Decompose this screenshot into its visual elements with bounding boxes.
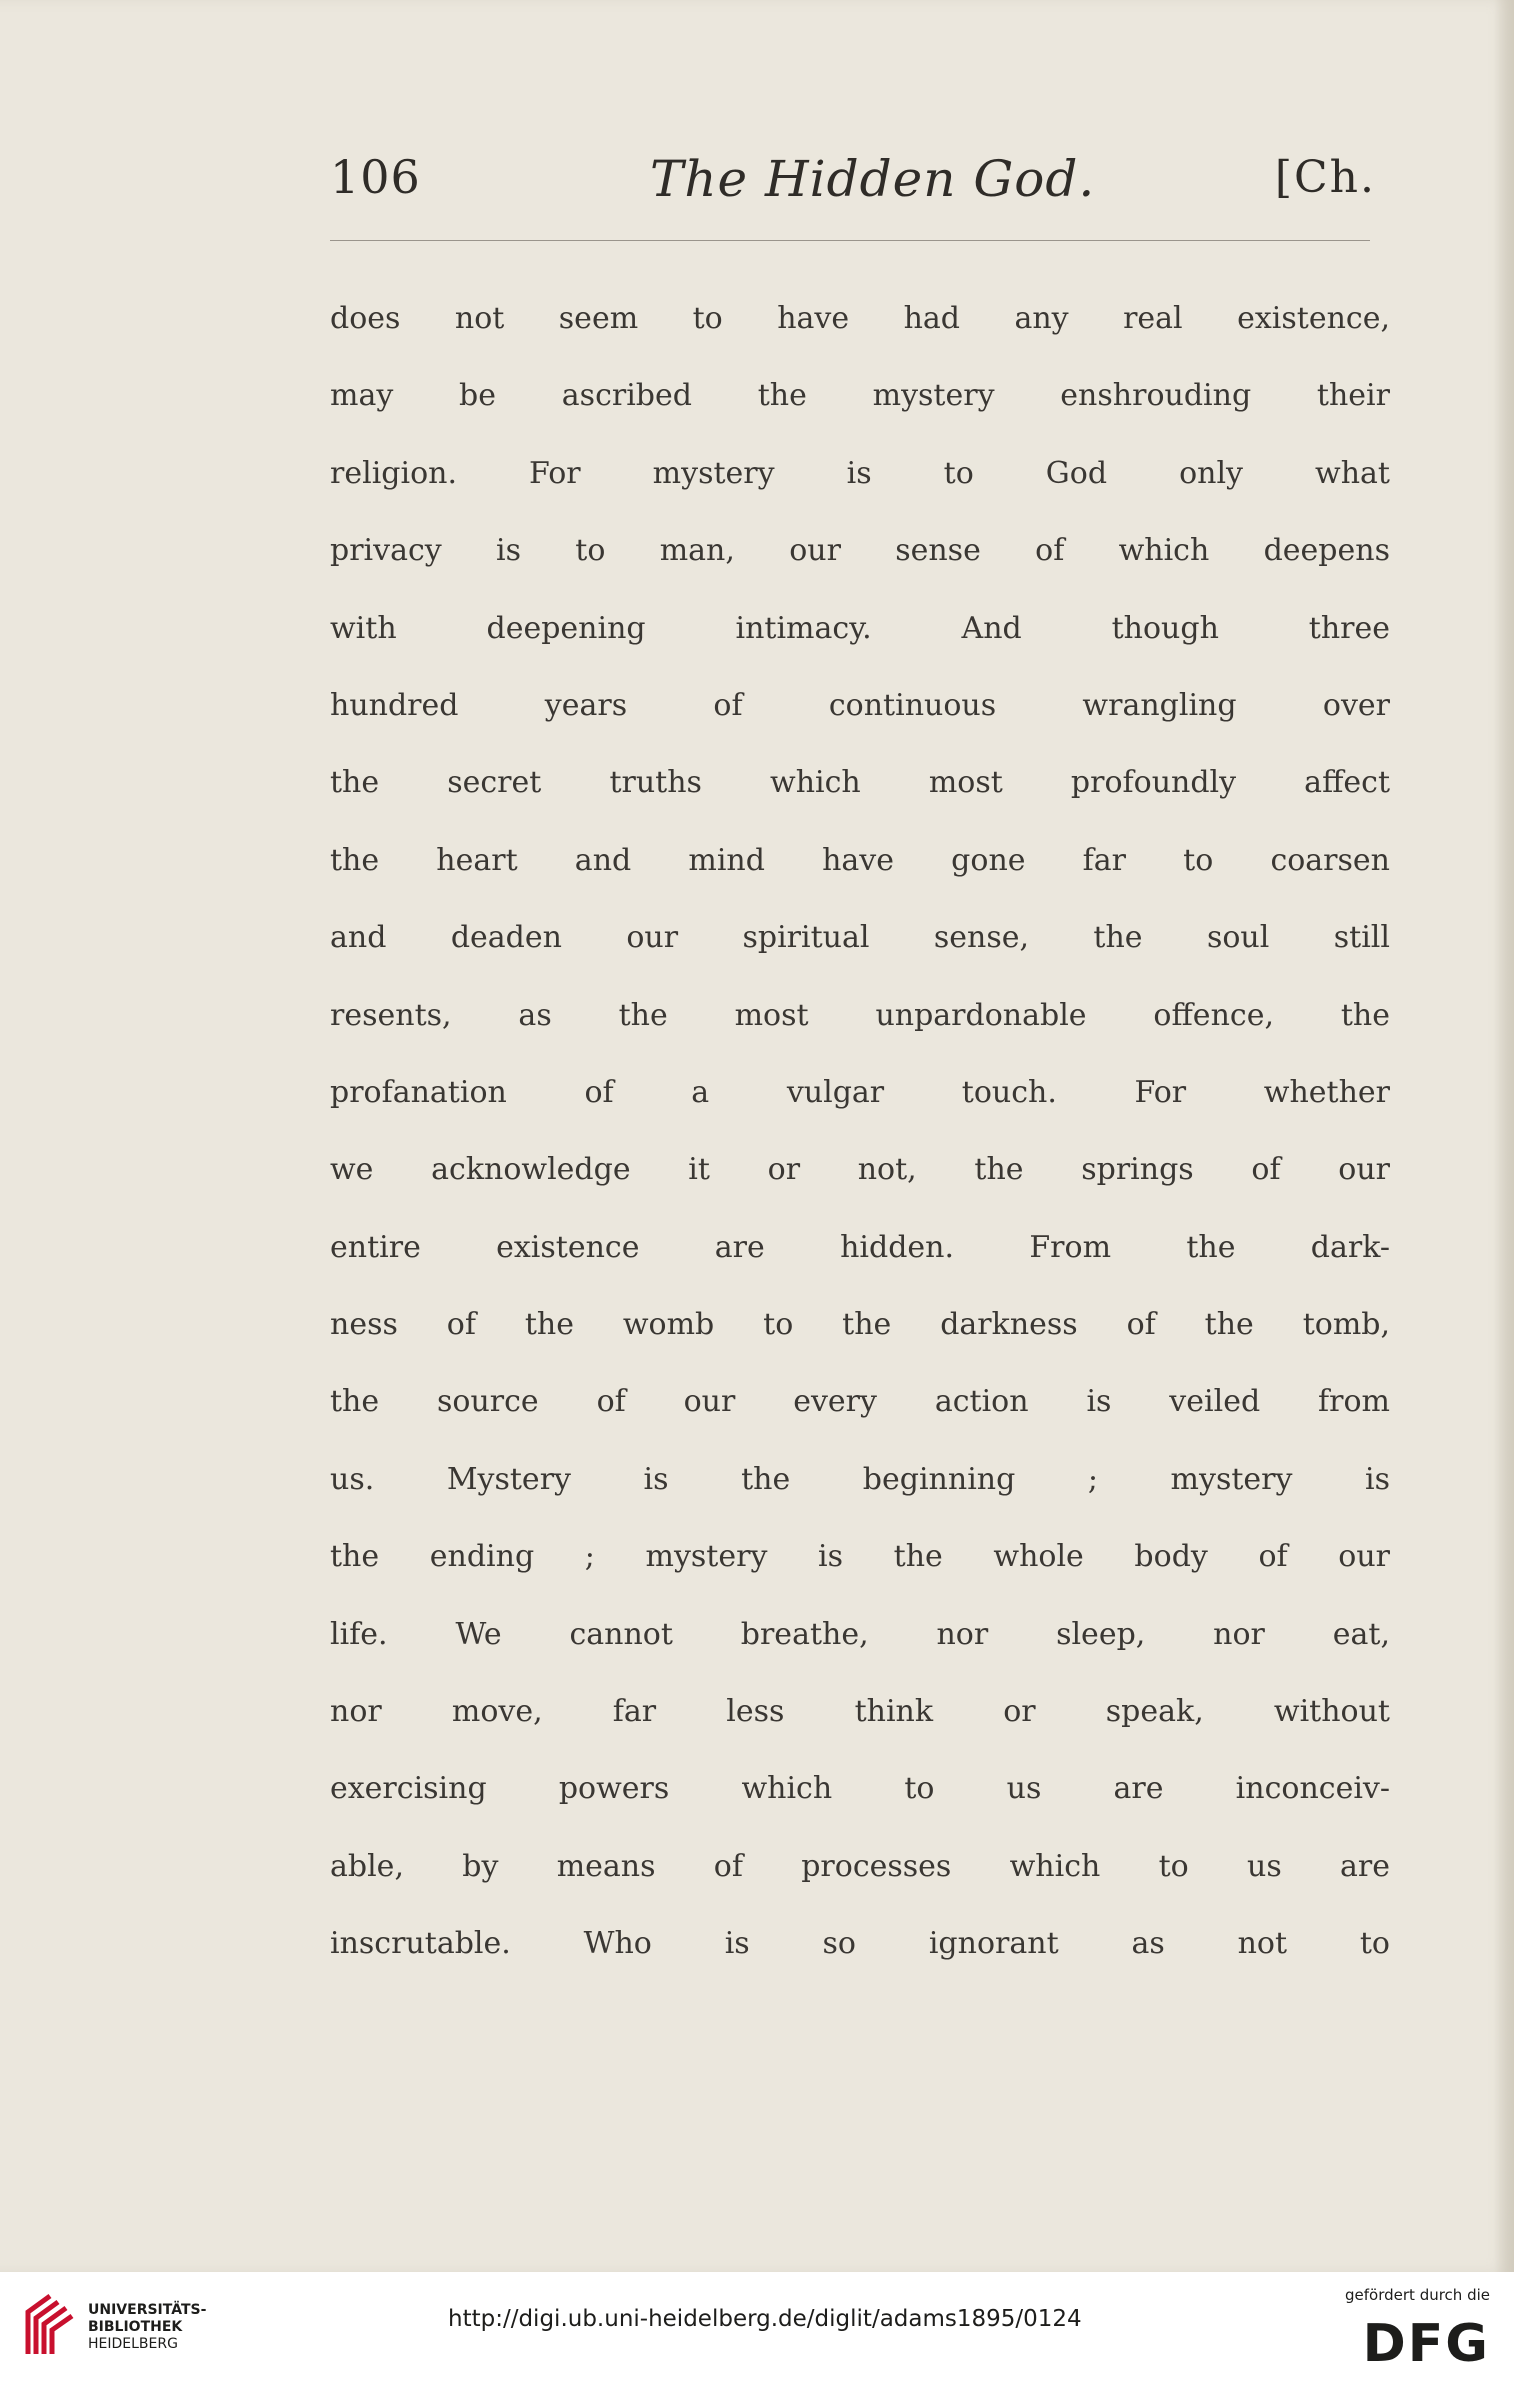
text-line: the heart and mind have gone far to coarsen — [330, 842, 1390, 878]
running-title: The Hidden God. — [650, 150, 1096, 208]
text-line: and deaden our spiritual sense, the soul still — [330, 920, 1390, 956]
text-line: privacy is to man, our sense of which deepens — [330, 533, 1390, 569]
text-line: profanation of a vulgar touch. For whether — [330, 1074, 1390, 1110]
sponsor-text: gefördert durch die — [1345, 2286, 1490, 2304]
chapter-mark: [Ch. — [1274, 152, 1376, 203]
dfg-logo: DFG — [1362, 2314, 1490, 2374]
library-logo-line-3: HEIDELBERG — [88, 2336, 178, 2352]
text-line: the secret truths which most profoundly affect — [330, 765, 1390, 801]
running-head — [330, 150, 1376, 220]
text-line: may be ascribed the mystery enshrouding their — [330, 378, 1390, 414]
text-line: entire existence are hidden. From the dark- — [330, 1229, 1390, 1265]
text-line: us. Mystery is the beginning ; mystery is — [330, 1461, 1390, 1497]
library-logo-icon — [22, 2290, 78, 2360]
text-line: ness of the womb to the darkness of the tomb, — [330, 1307, 1390, 1343]
text-line: religion. For mystery is to God only what — [330, 455, 1390, 491]
text-line: life. We cannot breathe, nor sleep, nor eat, — [330, 1616, 1390, 1652]
text-line: the ending ; mystery is the whole body of our — [330, 1539, 1390, 1575]
library-logo-line-1: UNIVERSITÄTS- — [88, 2302, 207, 2318]
library-logo[interactable] — [22, 2288, 222, 2368]
page-number: 106 — [330, 150, 421, 204]
text-line: nor move, far less think or speak, without — [330, 1694, 1390, 1730]
text-line: with deepening intimacy. And though three — [330, 610, 1390, 646]
sponsor-block[interactable] — [1310, 2282, 1490, 2374]
text-line: resents, as the most unpardonable offence, the — [330, 997, 1390, 1033]
source-url-link[interactable]: http://digi.ub.uni-heidelberg.de/diglit/adams1895/0124 — [448, 2306, 1082, 2332]
text-line: able, by means of processes which to us are — [330, 1848, 1390, 1884]
text-line: inscrutable. Who is so ignorant as not to — [330, 1926, 1390, 1962]
body-text — [330, 280, 1390, 1983]
text-line: the source of our every action is veiled from — [330, 1384, 1390, 1420]
header-rule — [330, 240, 1370, 241]
text-line: exercising powers which to us are inconceiv- — [330, 1771, 1390, 1807]
text-line: we acknowledge it or not, the springs of our — [330, 1152, 1390, 1188]
viewer-footer — [0, 2272, 1514, 2382]
library-logo-line-2: BIBLIOTHEK — [88, 2319, 183, 2335]
text-line: does not seem to have had any real existence, — [330, 301, 1390, 336]
text-line: hundred years of continuous wrangling over — [330, 687, 1390, 723]
